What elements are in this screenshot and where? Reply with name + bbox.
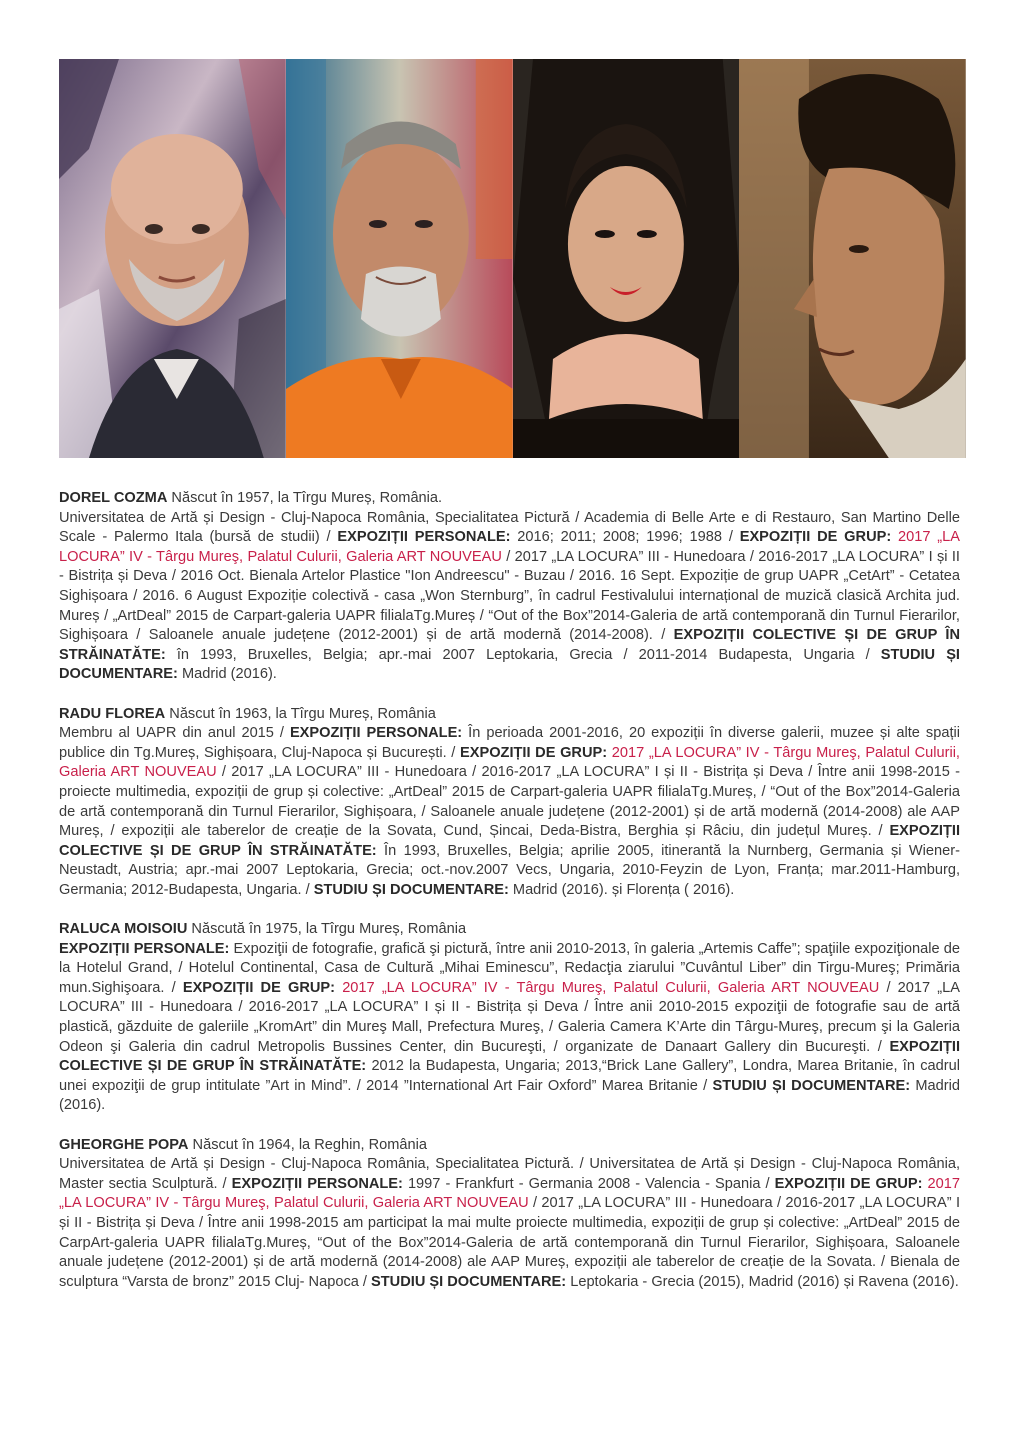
bio-text: Leptokaria - Grecia (2015), Madrid (2016) și Ravena (2016).: [566, 1273, 959, 1290]
bio-body: [59, 724, 960, 900]
portrait-radu-florea: [286, 59, 513, 458]
section-heading: EXPOZIȚII PERSONALE:: [231, 1175, 403, 1192]
section-heading: EXPOZIȚII DE GRUP:: [739, 529, 892, 546]
bio-text: În 1993, Bruxelles, Belgia; aprilie 2005, itinerantă la Nurnberg, Germania și Wiener-Neustadt, Austria; apr.-mai 2007 Leptokaria, Grecia; oct.-nov.2007 Vecs, Ungaria, 2010-Feyzin de Lyon, Franța; mar.2011-Hamburg, Germania; 2012-Budapesta, Ungaria. /: [59, 842, 960, 898]
section-heading: EXPOZIȚII PERSONALE:: [59, 940, 230, 957]
portrait-dorel-cozma: [59, 59, 286, 458]
highlighted-exhibition: 2017 „LA LOCURA” IV - Târgu Mureş, Palatul Culurii, Galeria ART NOUVEAU: [59, 529, 961, 565]
bio-text: În perioada 2001-2016, 20 expoziții în diverse galerii, muzee și alte spații publice din Tg.Mureș, Sighișoara, Cluj-Napoca și București. /: [59, 725, 960, 761]
highlighted-exhibition: 2017 „LA LOCURA” IV - Târgu Mureş, Palatul Culurii, Galeria ART NOUVEAU: [335, 979, 880, 996]
artist-name: DOREL COZMA: [59, 490, 168, 506]
birth-info: Născut în 1957, la Tîrgu Mureș, România.: [167, 490, 443, 506]
section-heading: EXPOZIȚII DE GRUP:: [182, 979, 336, 996]
bio-header: [59, 1136, 960, 1156]
bio-header: [59, 705, 960, 725]
bio-text: 1997 - Frankfurt - Germania 2008 - Valencia - Spania /: [402, 1175, 775, 1192]
section-heading: STUDIU ȘI DOCUMENTARE:: [59, 646, 960, 683]
section-heading: STUDIU ȘI DOCUMENTARE:: [712, 1077, 911, 1094]
section-heading: EXPOZIȚII DE GRUP:: [774, 1175, 923, 1192]
bio-text: Madrid (2016). și Florența ( 2016).: [508, 881, 735, 898]
highlighted-exhibition: 2017 „LA LOCURA” IV - Târgu Mureş, Palatul Culurii, Galeria ART NOUVEAU: [59, 744, 960, 781]
bio-text: Madrid (2016).: [177, 666, 277, 683]
section-heading: EXPOZIȚII DE GRUP:: [460, 744, 608, 761]
bio-text: Membru al UAPR din anul 2015 /: [59, 725, 290, 742]
portrait-raluca-moisoiu: [513, 59, 740, 458]
portrait-gheorghe-popa: [739, 59, 966, 458]
highlighted-exhibition: 2017 „LA LOCURA” IV - Târgu Mureş, Palatul Culurii, Galeria ART NOUVEAU: [59, 1175, 961, 1212]
section-heading: EXPOZIȚII PERSONALE:: [337, 529, 511, 546]
artist-bio: [59, 1136, 960, 1293]
bio-body: [59, 1155, 960, 1292]
birth-info: Născut în 1963, la Tîrgu Mureș, România: [165, 705, 436, 722]
bio-text: Universitatea de Artă și Design - Cluj-Napoca România, Specialitatea Pictură / Academia di Belle Arte e di Restauro, San Martino Delle Scale - Palermo Itala (bursă de studii) /: [59, 509, 960, 546]
artist-bio: [59, 705, 960, 901]
section-heading: STUDIU ȘI DOCUMENTARE:: [371, 1273, 567, 1290]
bio-text: Madrid (2016).: [59, 1077, 960, 1114]
bio-header: [59, 920, 960, 940]
bio-body: [59, 509, 960, 685]
section-heading: STUDIU ȘI DOCUMENTARE:: [313, 881, 509, 898]
bio-text: Expoziţii de fotografie, grafică şi pictură, între anii 2010-2013, în galeria „Artemis Caffe”; spaţiile expoziţionale de la Hotelul Grand, / Hotelul Continental, Casa de Cultură „Mihai Eminescu”, Redacţia ziarului ”Cuvântul Liber” din Tirgu-Mureş; Primăria mun.Sighişoara. /: [59, 940, 961, 996]
bio-text: / 2017 „LA LOCURA” III - Hunedoara / 2016-2017 „LA LOCURA” I și II - Bistrița și Deva / 2016 Oct. Bienala Artelor Plastice "Ion Andreescu" - Buzau / 2016. 16 Sept. Expoziție de grup UAPR „CetArt” - Cetatea Sighișoara / 2016. 6 August Expoziție colectivă - casa „Won Sternburg”, în cadrul Festivalului internațional de muzică clasică Archita jud. Mureș / „ArtDeal” 2015 de Carpart-galeria UAPR filialaTg.Mureș / “Out of the Box”2014-Galeria de artă contemporană din Turnul Fierarilor, Sighișoara / Saloanele anuale județene (2012-2001) și de artă modernă (2014-2008). /: [59, 548, 960, 644]
birth-info: Născută în 1975, la Tîrgu Mureș, România: [187, 921, 467, 938]
bio-text: / 2017 „LA LOCURA” III - Hunedoara / 2016-2017 „LA LOCURA” I și II - Bistrița și Deva / Între anii 2010-2015 expoziţii de fotografie sau de artă plastică, găzduite de galeriile „KromArt” din Mureş Mall, Prefectura Mureş, / Galeria Camera K’Arte din Târgu-Mureş, precum şi la Galeria Odeon şi Galeria din cadrul Metropolis Bussines Center, din Bucureşti, / organizate de Danaart Gallery din Bucureşti. /: [59, 979, 961, 1055]
bio-text: / 2017 „LA LOCURA” III - Hunedoara / 2016-2017 „LA LOCURA” I și II - Bistrița și Deva / Între anii 1998-2015 - proiecte multimedia, expoziții de grup și colective: „ArtDeal” 2015 de Carpart-galeria UAPR filialaTg.Mureș, / “Out of the Box”2014-Galeria de artă contemporană din Turnul Fierarilor, Sighișoara, / Saloanele anuale județene (2012-2001) și de artă modernă (2014-2008) ale AAP Mureș, / expoziții ale taberelor de creație de la Sovata, Cund, Șincai, Deda-Bistra, Berghia și Râciu, din județul Mureș. /: [59, 764, 961, 840]
artist-name: GHEORGHE POPA: [59, 1136, 189, 1153]
artist-bio: [59, 489, 960, 685]
artist-bios: [59, 489, 960, 1312]
artist-name: RALUCA MOISOIU: [59, 921, 188, 938]
section-heading: EXPOZIȚII PERSONALE:: [289, 725, 463, 742]
bio-header: [59, 489, 960, 509]
section-heading: EXPOZIȚII COLECTIVE ȘI DE GRUP ÎN STRĂINATĂTE:: [59, 627, 960, 663]
bio-text: 2016; 2011; 2008; 1996; 1988 /: [510, 529, 740, 546]
bio-body: [59, 940, 960, 1116]
birth-info: Născut în 1964, la Reghin, România: [188, 1136, 427, 1153]
bio-text: în 1993, Bruxelles, Belgia; apr.-mai 2007 Leptokaria, Grecia / 2011-2014 Budapesta, Ungaria /: [165, 646, 881, 663]
bio-text: Universitatea de Artă și Design - Cluj-Napoca România, Specialitatea Pictură. / Universitatea de Artă și Design - Cluj-Napoca România, Master sectia Sculptură. /: [59, 1156, 960, 1192]
portrait-strip: [59, 59, 966, 458]
artist-bio: [59, 920, 960, 1116]
bio-text: 2012 la Budapesta, Ungaria; 2013,“Brick Lane Gallery”, Londra, Marea Britanie, în cadrul unei expoziţii de grup intitulate ”Art in Mind”. / 2014 ”International Art Fair Oxford” Marea Britanie /: [59, 1058, 960, 1094]
bio-text: / 2017 „LA LOCURA” III - Hunedoara / 2016-2017 „LA LOCURA” I și II - Bistrița și Deva / Între anii 1998-2015 am participat la mai multe proiecte multimedia, expoziții de grup și colective: „ArtDeal” 2015 de CarpArt-galeria UAPR filialaTg.Mureș, “Out of the Box”2014-Galeria de artă contemporană din Turnul Fierarilor, Sighișoara, Saloanele anuale județene (2012-2001) și de artă modernă (2014-2008) ale AAP Mureș, expoziții ale taberelor de creație de la Sovata. / Bienala de sculptura “Varsta de bronz” 2015 Cluj- Napoca /: [59, 1195, 961, 1290]
artist-name: RADU FLOREA: [59, 705, 166, 722]
section-heading: EXPOZIȚII COLECTIVE ȘI DE GRUP ÎN STRĂINATĂTE:: [59, 1038, 960, 1075]
section-heading: EXPOZIȚII COLECTIVE ȘI DE GRUP ÎN STRĂINATĂTE:: [59, 823, 960, 859]
